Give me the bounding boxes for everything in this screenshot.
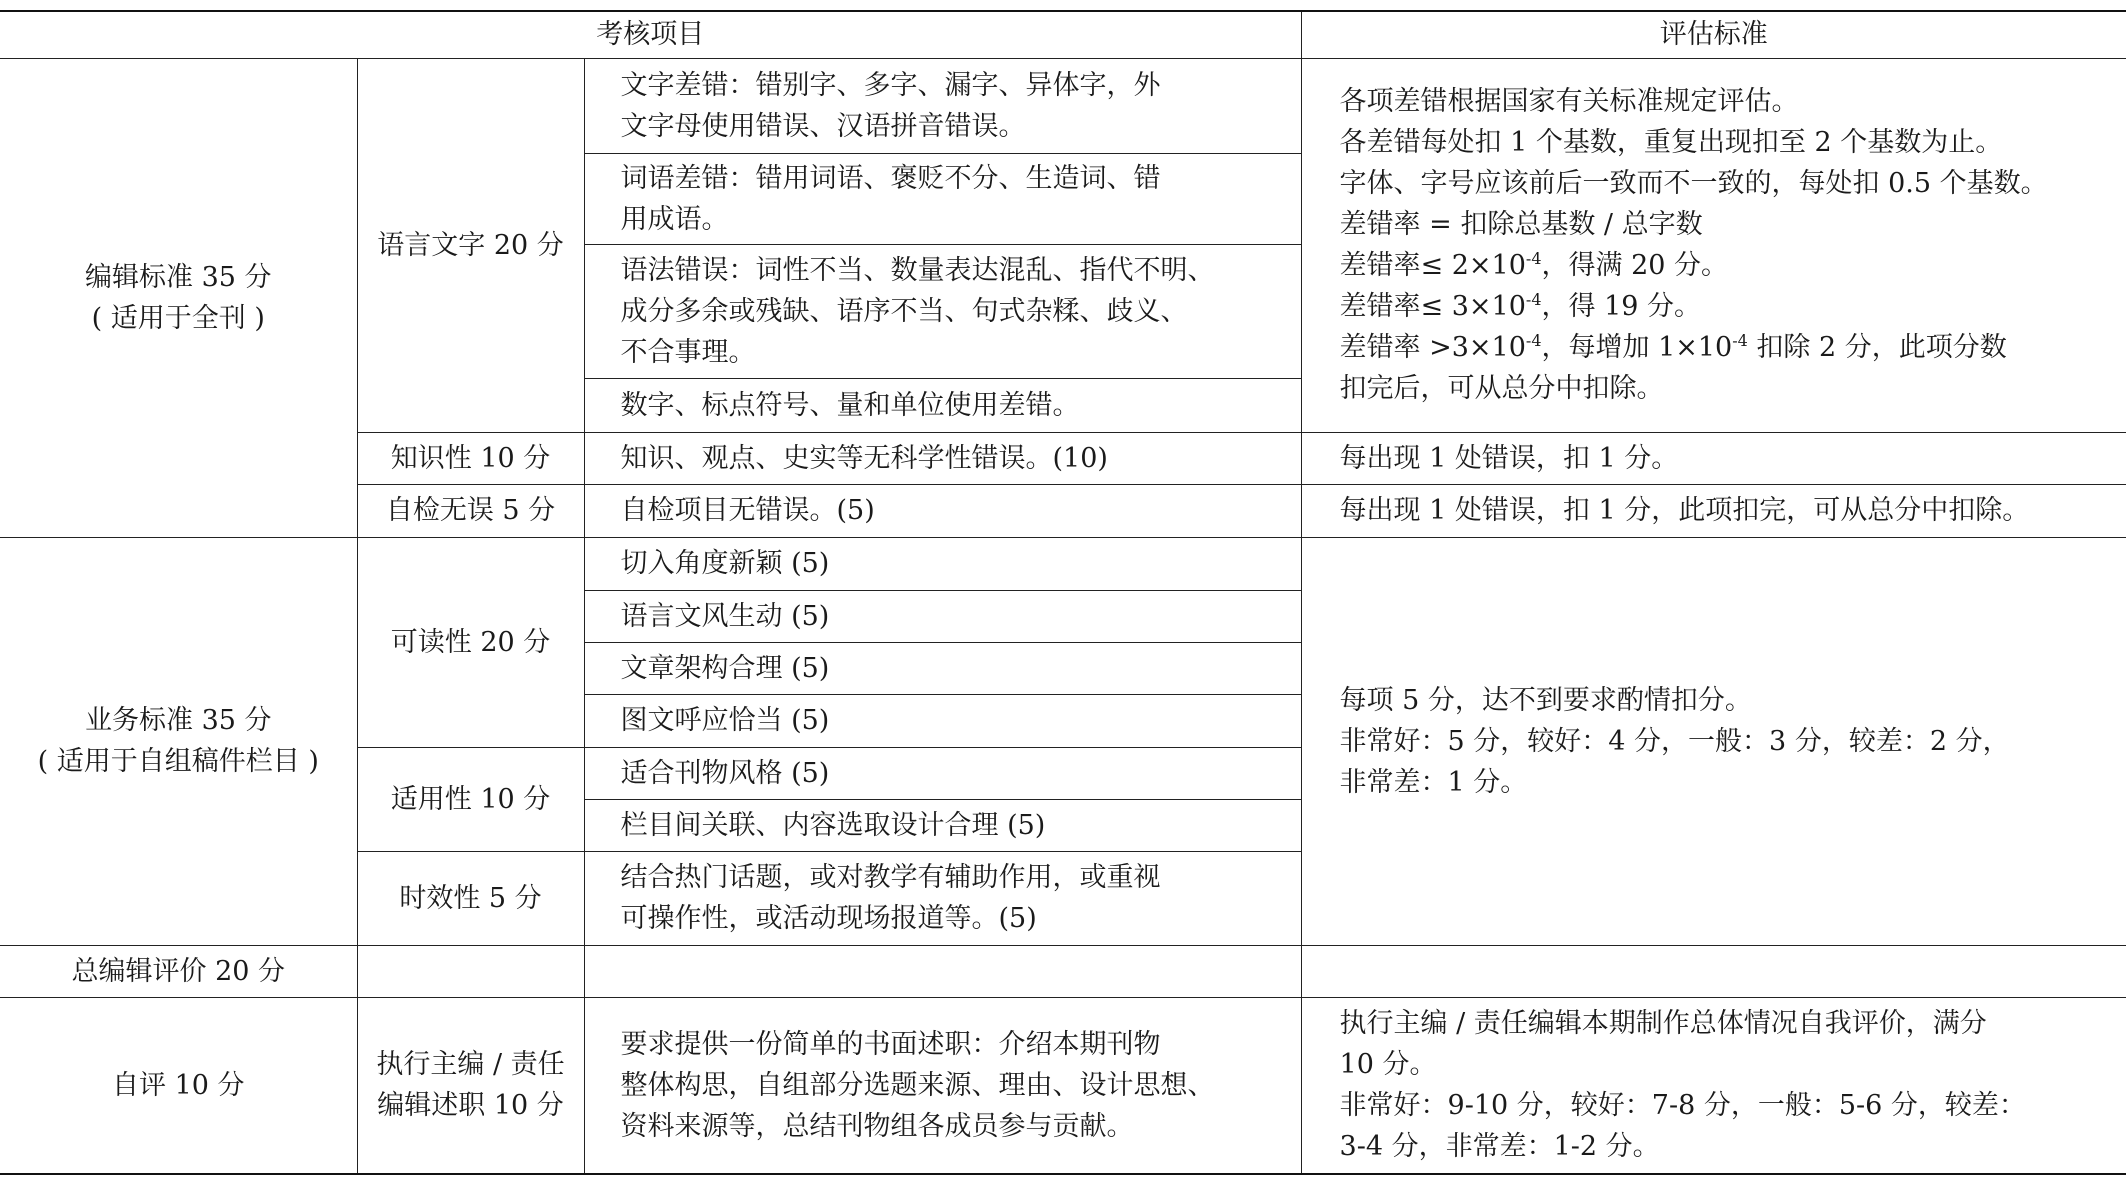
exponent: -4 <box>1525 249 1542 268</box>
standard-text: ，得 19 分。 <box>1541 291 1702 322</box>
standard-line: 扣完后，可从总分中扣除。 <box>1339 373 1664 404</box>
standard-text: 差错率 >3×10 <box>1339 332 1526 363</box>
language-label: 语言文字 20 分 <box>357 58 584 432</box>
timeliness-label: 时效性 5 分 <box>357 851 584 945</box>
standard-text: 扣除 2 分，此项分数 <box>1747 332 2007 363</box>
standard-line: 3-4 分，非常差：1-2 分。 <box>1339 1131 1660 1163</box>
chief-label: 总编辑评价 20 分 <box>0 945 357 997</box>
item-line: 词语差错：错用词语、褒贬不分、生造词、错 <box>620 162 1161 194</box>
item-line: 用成语。 <box>620 203 729 235</box>
selfcheck-item: 自检项目无错误。(5) <box>584 484 1301 537</box>
language-item-2 <box>584 153 1301 244</box>
self-eval-sub-label <box>357 997 584 1174</box>
applicability-item-1: 适合刊物风格 (5) <box>584 747 1301 799</box>
item-line: 文字母使用错误、汉语拼音错误。 <box>620 110 1026 142</box>
editorial-title: 编辑标准 35 分 <box>84 261 272 293</box>
business-scope: ( 适用于自组稿件栏目 ) <box>37 746 319 777</box>
readability-item-1: 切入角度新颖 (5) <box>584 537 1301 590</box>
item-line: 结合热门话题，或对教学有辅助作用，或重视 <box>620 862 1161 893</box>
readability-item-3: 文章架构合理 (5) <box>584 642 1301 694</box>
knowledge-label: 知识性 10 分 <box>357 432 584 484</box>
readability-item-2: 语言文风生动 (5) <box>584 590 1301 642</box>
readability-label: 可读性 20 分 <box>357 537 584 747</box>
language-standard <box>1301 58 2126 432</box>
table-row <box>0 997 2126 1174</box>
knowledge-item: 知识、观点、史实等无科学性错误。(10) <box>584 432 1301 484</box>
self-eval-item <box>584 997 1301 1174</box>
item-line: 语法错误：词性不当、数量表达混乱、指代不明、 <box>620 254 1215 286</box>
standard-line: 非常差：1 分。 <box>1339 766 1528 798</box>
table-row <box>0 537 2126 590</box>
item-line: 成分多余或残缺、语序不当、句式杂糅、歧义、 <box>620 295 1188 327</box>
self-eval-label: 自评 10 分 <box>0 997 357 1174</box>
standard-line: 每项 5 分，达不到要求酌情扣分。 <box>1339 684 1752 716</box>
empty-cell <box>584 945 1301 997</box>
standard-line: 字体、字号应该前后一致而不一致的，每处扣 0.5 个基数。 <box>1339 168 2048 199</box>
item-line: 资料来源等，总结刊物组各成员参与贡献。 <box>620 1110 1134 1142</box>
standard-line: 执行主编 / 责任编辑本期制作总体情况自我评价，满分 <box>1339 1008 1987 1040</box>
standard-line: 非常好：5 分，较好：4 分，一般：3 分，较差：2 分， <box>1339 725 2010 757</box>
item-line: 文字差错：错别字、多字、漏字、异体字，外 <box>620 69 1161 101</box>
empty-cell <box>1301 945 2126 997</box>
business-standard <box>1301 537 2126 945</box>
standard-text: ，得满 20 分。 <box>1541 250 1729 281</box>
business-title: 业务标准 35 分 <box>84 705 272 736</box>
standard-line: 10 分。 <box>1339 1049 1437 1081</box>
standard-line: 差错率 = 扣除总基数 / 总字数 <box>1339 209 1703 240</box>
item-line: 要求提供一份简单的书面述职：介绍本期刊物 <box>620 1028 1161 1060</box>
applicability-item-2: 栏目间关联、内容选取设计合理 (5) <box>584 799 1301 851</box>
language-item-3 <box>584 244 1301 378</box>
header-row <box>0 11 2126 58</box>
standard-line: 各差错每处扣 1 个基数，重复出现扣至 2 个基数为止。 <box>1339 127 2003 158</box>
standard-line <box>1340 245 2113 286</box>
standard-line: 非常好：9-10 分，较好：7-8 分，一般：5-6 分，较差： <box>1339 1090 2026 1122</box>
editorial-category-cell <box>0 58 357 537</box>
standard-line <box>1340 327 2113 368</box>
table-row <box>0 945 2126 997</box>
assessment-table <box>0 10 2126 1175</box>
standard-line: 各项差错根据国家有关标准规定评估。 <box>1339 86 1799 117</box>
self-eval-standard <box>1301 997 2126 1174</box>
language-item-4: 数字、标点符号、量和单位使用差错。 <box>584 378 1301 432</box>
sub-label-line: 编辑述职 10 分 <box>377 1090 564 1122</box>
readability-item-4: 图文呼应恰当 (5) <box>584 694 1301 747</box>
empty-cell <box>357 945 584 997</box>
standard-line <box>1340 286 2113 327</box>
item-line: 整体构思，自组部分选题来源、理由、设计思想、 <box>620 1069 1215 1101</box>
item-line: 可操作性，或活动现场报道等。(5) <box>620 903 1037 934</box>
standard-text: 差错率≤ 3×10 <box>1339 291 1526 322</box>
timeliness-item <box>584 851 1301 945</box>
header-items: 考核项目 <box>0 11 1301 58</box>
editorial-scope: ( 适用于全刊 ) <box>91 302 265 334</box>
selfcheck-standard: 每出现 1 处错误，扣 1 分，此项扣完，可从总分中扣除。 <box>1301 484 2126 537</box>
exponent: -4 <box>1525 331 1542 350</box>
exponent: -4 <box>1732 331 1748 350</box>
language-item-1 <box>584 58 1301 153</box>
business-category-cell <box>0 537 357 945</box>
header-standard: 评估标准 <box>1301 11 2126 58</box>
standard-text: ，每增加 1×10 <box>1541 332 1733 363</box>
item-line: 不合事理。 <box>620 336 756 368</box>
selfcheck-label: 自检无误 5 分 <box>357 484 584 537</box>
knowledge-standard: 每出现 1 处错误，扣 1 分。 <box>1301 432 2126 484</box>
sub-label-line: 执行主编 / 责任 <box>376 1049 565 1081</box>
standard-text: 差错率≤ 2×10 <box>1339 250 1526 281</box>
exponent: -4 <box>1525 290 1542 309</box>
table-row <box>0 58 2126 153</box>
applicability-label: 适用性 10 分 <box>357 747 584 851</box>
